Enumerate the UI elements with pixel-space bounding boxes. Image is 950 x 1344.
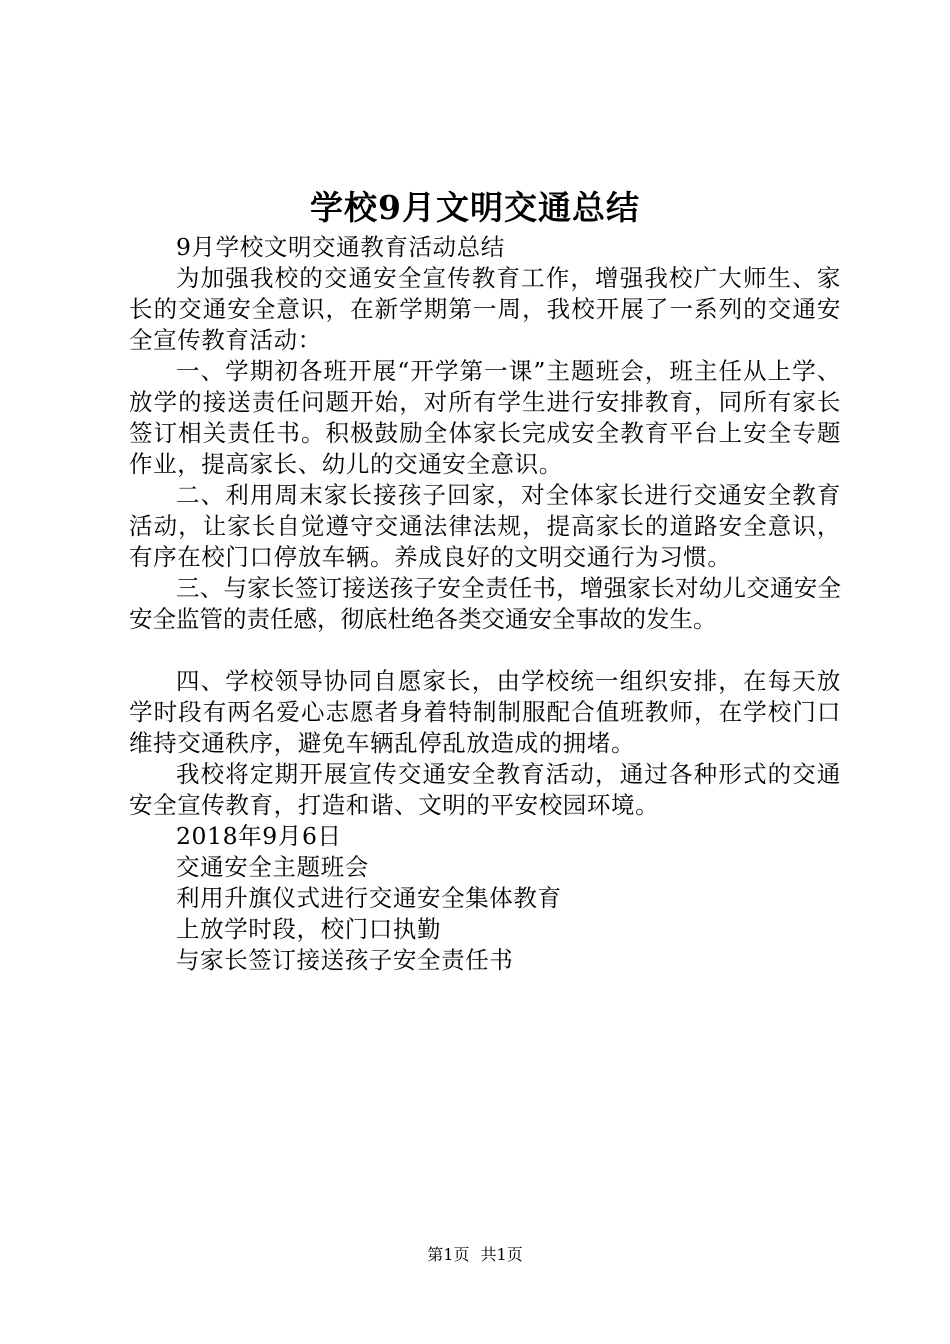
page-number: 第1页: [427, 1245, 470, 1264]
paragraph-item-2: 二、利用周末家长接孩子回家，对全体家长进行交通安全教育活动，让家长自觉遵守交通法律法规，提高家长的道路安全意识，有序在校门口停放车辆。养成良好的文明交通行为习惯。: [129, 481, 841, 571]
paragraph-subtitle: 9月学校文明交通教育活动总结: [176, 233, 505, 261]
paragraph-item-4: 四、学校领导协同自愿家长，由学校统一组织安排，在每天放学时段有两名爱心志愿者身着特制制服配合值班教师，在学校门口维持交通秩序，避免车辆乱停乱放造成的拥堵。: [129, 667, 841, 757]
paragraph-note-4: 与家长签订接送孩子安全责任书: [176, 946, 514, 974]
paragraph-note-3: 上放学时段，校门口执勤: [176, 915, 442, 943]
paragraph-item-3: 三、与家长签订接送孩子安全责任书，增强家长对幼儿交通安全安全监管的责任感，彻底杜绝各类交通安全事故的发生。: [129, 574, 841, 633]
paragraph-note-1: 交通安全主题班会: [176, 853, 369, 881]
paragraph-intro: 为加强我校的交通安全宣传教育工作，增强我校广大师生、家长的交通安全意识，在新学期第一周，我校开展了一系列的交通安全宣传教育活动：: [129, 264, 841, 354]
paragraph-item-1: 一、学期初各班开展“开学第一课”主题班会，班主任从上学、放学的接送责任问题开始，对所有学生进行安排教育，同所有家长签订相关责任书。积极鼓励全体家长完成安全教育平台上安全专题作业，提高家长、幼儿的交通安全意识。: [129, 357, 841, 478]
document-body: [129, 232, 841, 976]
document-title: 学校9月文明交通总结: [310, 188, 640, 227]
paragraph-conclusion: 我校将定期开展宣传交通安全教育活动，通过各种形式的交通安全宣传教育，打造和谐、文明的平安校园环境。: [129, 760, 841, 819]
paragraph-note-2: 利用升旗仪式进行交通安全集体教育: [176, 884, 562, 912]
page-footer: [0, 1243, 950, 1267]
page-total: 共1页: [480, 1245, 523, 1264]
paragraph-date: 2018年9月6日: [176, 822, 342, 850]
